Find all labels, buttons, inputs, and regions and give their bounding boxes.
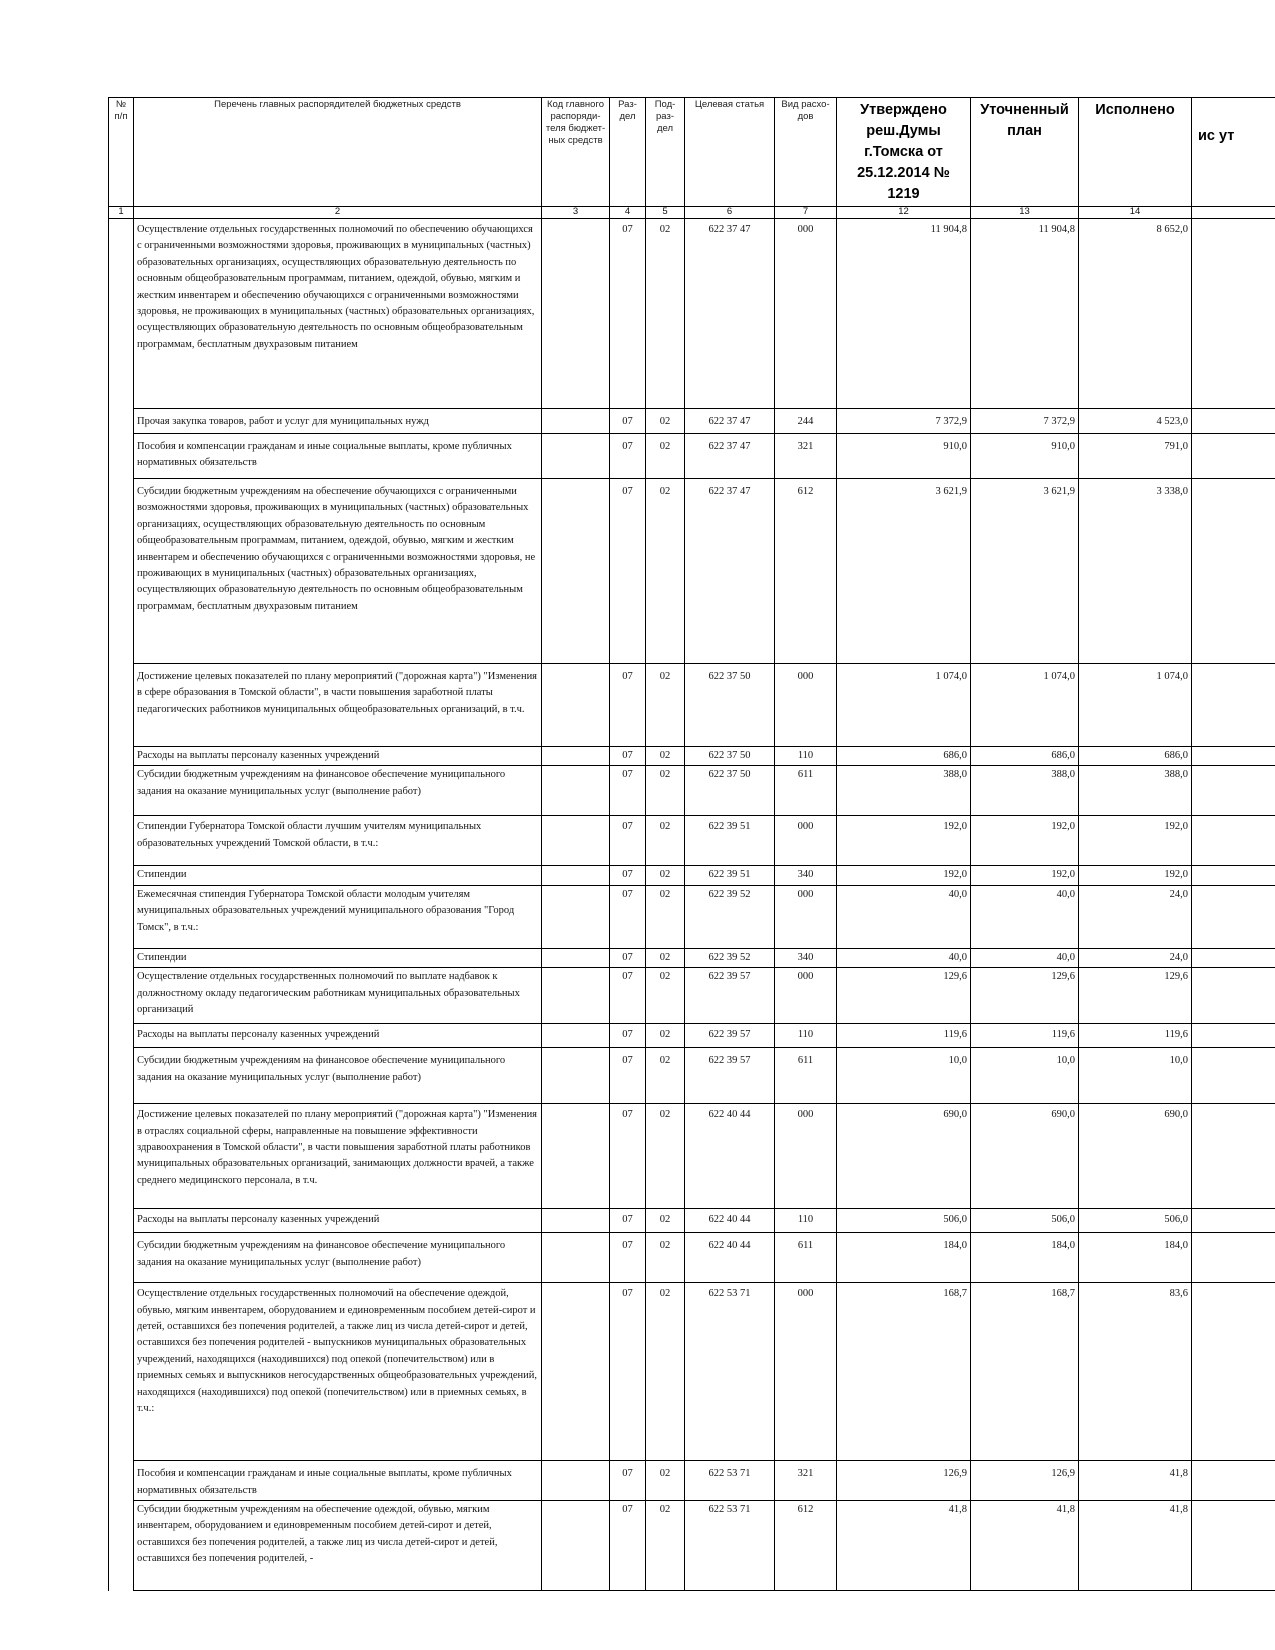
row-num-cell xyxy=(109,1024,134,1048)
row-podrazdel-cell: 02 xyxy=(646,409,685,434)
row-num-cell xyxy=(109,866,134,885)
row-podrazdel-cell: 02 xyxy=(646,885,685,948)
row-razdel-cell: 07 xyxy=(610,1501,646,1591)
col-number: 13 xyxy=(971,207,1079,219)
row-celevaya-cell: 622 53 71 xyxy=(685,1461,775,1501)
row-name-cell: Субсидии бюджетным учреждениям на финансовое обеспечение муниципального задания на оказание муниципальных услуг (выполнение работ) xyxy=(134,1048,542,1104)
row-kod-cell xyxy=(542,948,610,967)
row-celevaya-cell: 622 39 57 xyxy=(685,1024,775,1048)
row-kod-cell xyxy=(542,219,610,409)
row-podrazdel-cell: 02 xyxy=(646,1283,685,1461)
row-kod-cell xyxy=(542,479,610,664)
table-row xyxy=(109,664,1275,747)
row-isp-cell: 192,0 xyxy=(1079,866,1192,885)
table-row xyxy=(109,885,1275,948)
row-num-cell xyxy=(109,816,134,866)
row-utoch-cell: 686,0 xyxy=(971,747,1079,766)
row-num-cell xyxy=(109,968,134,1024)
row-razdel-cell: 07 xyxy=(610,866,646,885)
row-utoch-cell: 388,0 xyxy=(971,766,1079,816)
row-isp-cell: 506,0 xyxy=(1079,1209,1192,1233)
row-podrazdel-cell: 02 xyxy=(646,948,685,967)
row-utoch-cell: 1 074,0 xyxy=(971,664,1079,747)
row-num-cell xyxy=(109,1048,134,1104)
row-extra-cell xyxy=(1192,479,1275,664)
row-isp-cell: 24,0 xyxy=(1079,948,1192,967)
row-vid-cell: 110 xyxy=(775,1209,837,1233)
table-row xyxy=(109,479,1275,664)
row-razdel-cell: 07 xyxy=(610,1209,646,1233)
row-plan-cell: 506,0 xyxy=(837,1209,971,1233)
row-name-cell: Стипендии Губернатора Томской области лучшим учителям муниципальных образовательных учреждений Томской области, в т.ч.: xyxy=(134,816,542,866)
row-extra-cell xyxy=(1192,664,1275,747)
row-plan-cell: 192,0 xyxy=(837,816,971,866)
row-celevaya-cell: 622 39 52 xyxy=(685,948,775,967)
row-utoch-cell: 506,0 xyxy=(971,1209,1079,1233)
row-razdel-cell: 07 xyxy=(610,1104,646,1209)
row-name-cell: Достижение целевых показателей по плану мероприятий ("дорожная карта") "Изменения в сфере образования в Томской области", в части повышения заработной платы педагогических работников муниципальных общеобразовательных организаций, в т.ч. xyxy=(134,664,542,747)
row-isp-cell: 119,6 xyxy=(1079,1024,1192,1048)
row-podrazdel-cell: 02 xyxy=(646,747,685,766)
row-vid-cell: 000 xyxy=(775,1283,837,1461)
row-plan-cell: 388,0 xyxy=(837,766,971,816)
col-number: 7 xyxy=(775,207,837,219)
row-kod-cell xyxy=(542,1283,610,1461)
row-vid-cell: 000 xyxy=(775,219,837,409)
row-razdel-cell: 07 xyxy=(610,885,646,948)
row-podrazdel-cell: 02 xyxy=(646,1048,685,1104)
row-utoch-cell: 40,0 xyxy=(971,885,1079,948)
row-num-cell xyxy=(109,747,134,766)
row-utoch-cell: 41,8 xyxy=(971,1501,1079,1591)
row-name-cell: Стипендии xyxy=(134,948,542,967)
row-plan-cell: 41,8 xyxy=(837,1501,971,1591)
row-extra-cell xyxy=(1192,747,1275,766)
row-celevaya-cell: 622 37 47 xyxy=(685,479,775,664)
row-isp-cell: 10,0 xyxy=(1079,1048,1192,1104)
row-plan-cell: 126,9 xyxy=(837,1461,971,1501)
row-extra-cell xyxy=(1192,219,1275,409)
row-extra-cell xyxy=(1192,1104,1275,1209)
col-number: 14 xyxy=(1079,207,1192,219)
row-celevaya-cell: 622 39 57 xyxy=(685,1048,775,1104)
row-razdel-cell: 07 xyxy=(610,1048,646,1104)
row-razdel-cell: 07 xyxy=(610,816,646,866)
row-vid-cell: 321 xyxy=(775,434,837,479)
row-kod-cell xyxy=(542,968,610,1024)
row-utoch-cell: 184,0 xyxy=(971,1233,1079,1283)
row-celevaya-cell: 622 37 47 xyxy=(685,434,775,479)
col-header-partial: ис ут xyxy=(1192,98,1275,207)
row-vid-cell: 611 xyxy=(775,766,837,816)
row-razdel-cell: 07 xyxy=(610,1233,646,1283)
col-header-utverzhdeno: Утверждено реш.Думы г.Томска от 25.12.2014 № 1219 xyxy=(837,98,971,207)
col-header-ispolneno: Исполнено xyxy=(1079,98,1192,207)
row-isp-cell: 791,0 xyxy=(1079,434,1192,479)
row-kod-cell xyxy=(542,1209,610,1233)
row-razdel-cell: 07 xyxy=(610,968,646,1024)
table-row xyxy=(109,948,1275,967)
column-number-row xyxy=(109,207,1275,219)
row-razdel-cell: 07 xyxy=(610,1461,646,1501)
row-celevaya-cell: 622 37 47 xyxy=(685,409,775,434)
row-utoch-cell: 119,6 xyxy=(971,1024,1079,1048)
table-row xyxy=(109,1104,1275,1209)
row-num-cell xyxy=(109,1283,134,1461)
col-header-kod: Код главного распоряди-теля бюджет-ных средств xyxy=(542,98,610,207)
row-num-cell xyxy=(109,885,134,948)
row-plan-cell: 192,0 xyxy=(837,866,971,885)
row-kod-cell xyxy=(542,1104,610,1209)
row-celevaya-cell: 622 40 44 xyxy=(685,1104,775,1209)
row-plan-cell: 40,0 xyxy=(837,948,971,967)
row-isp-cell: 83,6 xyxy=(1079,1283,1192,1461)
row-vid-cell: 321 xyxy=(775,1461,837,1501)
row-razdel-cell: 07 xyxy=(610,948,646,967)
row-extra-cell xyxy=(1192,409,1275,434)
budget-report-sheet xyxy=(108,97,1275,1650)
row-vid-cell: 000 xyxy=(775,816,837,866)
col-header-vid: Вид расхо-дов xyxy=(775,98,837,207)
row-plan-cell: 686,0 xyxy=(837,747,971,766)
row-extra-cell xyxy=(1192,948,1275,967)
row-vid-cell: 110 xyxy=(775,1024,837,1048)
row-kod-cell xyxy=(542,434,610,479)
row-vid-cell: 000 xyxy=(775,1104,837,1209)
table-row xyxy=(109,1024,1275,1048)
row-extra-cell xyxy=(1192,1501,1275,1591)
table-row xyxy=(109,1501,1275,1591)
row-podrazdel-cell: 02 xyxy=(646,664,685,747)
row-isp-cell: 24,0 xyxy=(1079,885,1192,948)
row-razdel-cell: 07 xyxy=(610,1024,646,1048)
row-num-cell xyxy=(109,664,134,747)
row-celevaya-cell: 622 40 44 xyxy=(685,1233,775,1283)
row-kod-cell xyxy=(542,1048,610,1104)
col-number: 4 xyxy=(610,207,646,219)
row-plan-cell: 119,6 xyxy=(837,1024,971,1048)
row-kod-cell xyxy=(542,1024,610,1048)
row-plan-cell: 168,7 xyxy=(837,1283,971,1461)
row-vid-cell: 611 xyxy=(775,1233,837,1283)
row-plan-cell: 3 621,9 xyxy=(837,479,971,664)
table-row xyxy=(109,747,1275,766)
row-vid-cell: 000 xyxy=(775,885,837,948)
row-razdel-cell: 07 xyxy=(610,219,646,409)
row-vid-cell: 000 xyxy=(775,664,837,747)
col-number: 1 xyxy=(109,207,134,219)
row-vid-cell: 244 xyxy=(775,409,837,434)
row-utoch-cell: 126,9 xyxy=(971,1461,1079,1501)
row-isp-cell: 3 338,0 xyxy=(1079,479,1192,664)
row-isp-cell: 690,0 xyxy=(1079,1104,1192,1209)
row-utoch-cell: 40,0 xyxy=(971,948,1079,967)
row-kod-cell xyxy=(542,664,610,747)
row-name-cell: Достижение целевых показателей по плану мероприятий ("дорожная карта") "Изменения в отраслях социальной сферы, направленные на повышение эффективности здравоохранения в Томской области", в части повышения заработной платы работников муниципальных образовательных организаций, занимающих должности врачей, а также среднего медицинского персонала, в т.ч. xyxy=(134,1104,542,1209)
table-row xyxy=(109,1283,1275,1461)
col-number-blank xyxy=(1192,207,1275,219)
row-celevaya-cell: 622 37 47 xyxy=(685,219,775,409)
row-celevaya-cell: 622 39 57 xyxy=(685,968,775,1024)
table-row xyxy=(109,1209,1275,1233)
row-isp-cell: 8 652,0 xyxy=(1079,219,1192,409)
row-isp-cell: 192,0 xyxy=(1079,816,1192,866)
row-num-cell xyxy=(109,1501,134,1591)
row-isp-cell: 129,6 xyxy=(1079,968,1192,1024)
row-plan-cell: 7 372,9 xyxy=(837,409,971,434)
row-num-cell xyxy=(109,766,134,816)
row-podrazdel-cell: 02 xyxy=(646,1233,685,1283)
row-plan-cell: 690,0 xyxy=(837,1104,971,1209)
row-extra-cell xyxy=(1192,1048,1275,1104)
row-celevaya-cell: 622 39 51 xyxy=(685,816,775,866)
row-plan-cell: 40,0 xyxy=(837,885,971,948)
row-extra-cell xyxy=(1192,1233,1275,1283)
row-podrazdel-cell: 02 xyxy=(646,1461,685,1501)
row-utoch-cell: 11 904,8 xyxy=(971,219,1079,409)
row-isp-cell: 1 074,0 xyxy=(1079,664,1192,747)
row-isp-cell: 184,0 xyxy=(1079,1233,1192,1283)
table-row xyxy=(109,409,1275,434)
row-kod-cell xyxy=(542,1461,610,1501)
row-extra-cell xyxy=(1192,1461,1275,1501)
row-extra-cell xyxy=(1192,1024,1275,1048)
row-plan-cell: 1 074,0 xyxy=(837,664,971,747)
table-row xyxy=(109,1461,1275,1501)
row-utoch-cell: 192,0 xyxy=(971,816,1079,866)
budget-table xyxy=(108,97,1275,1591)
row-isp-cell: 4 523,0 xyxy=(1079,409,1192,434)
row-name-cell: Субсидии бюджетным учреждениям на обеспечение одеждой, обувью, мягким инвентарем, оборудованием и единовременным пособием детей-сирот и детей, оставшихся без попечения родителей, а также лиц из числа детей-сирот и детей, оставшихся без попечения родителей, - xyxy=(134,1501,542,1591)
row-extra-cell xyxy=(1192,968,1275,1024)
row-kod-cell xyxy=(542,747,610,766)
row-kod-cell xyxy=(542,885,610,948)
row-num-cell xyxy=(109,1104,134,1209)
row-vid-cell: 612 xyxy=(775,479,837,664)
row-podrazdel-cell: 02 xyxy=(646,816,685,866)
col-number: 12 xyxy=(837,207,971,219)
row-vid-cell: 612 xyxy=(775,1501,837,1591)
row-podrazdel-cell: 02 xyxy=(646,766,685,816)
row-podrazdel-cell: 02 xyxy=(646,1104,685,1209)
row-celevaya-cell: 622 39 51 xyxy=(685,866,775,885)
row-isp-cell: 41,8 xyxy=(1079,1461,1192,1501)
row-kod-cell xyxy=(542,866,610,885)
row-extra-cell xyxy=(1192,766,1275,816)
row-name-cell: Прочая закупка товаров, работ и услуг для муниципальных нужд xyxy=(134,409,542,434)
row-name-cell: Субсидии бюджетным учреждениям на обеспечение обучающихся с ограниченными возможностями здоровья, проживающих в муниципальных (частных) образовательных организациях, осуществляющих образовательную деятельность по основным общеобразовательным программам, питанием, одеждой, обувью, мягким и жестким инвентарем и обеспечению обучающихся с ограниченными возможностями здоровья, не проживающих в муниципальных (частных) образовательных организациях, осуществляющих образовательную деятельность по основным общеобразовательным программам, бесплатным двухразовым питанием xyxy=(134,479,542,664)
row-utoch-cell: 129,6 xyxy=(971,968,1079,1024)
row-num-cell xyxy=(109,434,134,479)
row-podrazdel-cell: 02 xyxy=(646,866,685,885)
table-row xyxy=(109,866,1275,885)
row-podrazdel-cell: 02 xyxy=(646,1209,685,1233)
header-row xyxy=(109,98,1275,207)
row-razdel-cell: 07 xyxy=(610,747,646,766)
table-row xyxy=(109,968,1275,1024)
table-row xyxy=(109,1233,1275,1283)
row-kod-cell xyxy=(542,1233,610,1283)
row-podrazdel-cell: 02 xyxy=(646,434,685,479)
row-utoch-cell: 690,0 xyxy=(971,1104,1079,1209)
col-header-utochnenny: Уточненный план xyxy=(971,98,1079,207)
row-podrazdel-cell: 02 xyxy=(646,219,685,409)
table-row xyxy=(109,816,1275,866)
row-isp-cell: 388,0 xyxy=(1079,766,1192,816)
row-name-cell: Расходы на выплаты персоналу казенных учреждений xyxy=(134,1024,542,1048)
row-name-cell: Пособия и компенсации гражданам и иные социальные выплаты, кроме публичных нормативных обязательств xyxy=(134,1461,542,1501)
row-extra-cell xyxy=(1192,885,1275,948)
row-isp-cell: 41,8 xyxy=(1079,1501,1192,1591)
row-utoch-cell: 7 372,9 xyxy=(971,409,1079,434)
row-podrazdel-cell: 02 xyxy=(646,968,685,1024)
col-number: 6 xyxy=(685,207,775,219)
row-razdel-cell: 07 xyxy=(610,1283,646,1461)
row-plan-cell: 129,6 xyxy=(837,968,971,1024)
row-podrazdel-cell: 02 xyxy=(646,1501,685,1591)
row-name-cell: Расходы на выплаты персоналу казенных учреждений xyxy=(134,747,542,766)
row-celevaya-cell: 622 37 50 xyxy=(685,766,775,816)
row-vid-cell: 110 xyxy=(775,747,837,766)
row-num-cell xyxy=(109,479,134,664)
row-num-cell xyxy=(109,219,134,409)
row-razdel-cell: 07 xyxy=(610,479,646,664)
row-utoch-cell: 3 621,9 xyxy=(971,479,1079,664)
row-celevaya-cell: 622 37 50 xyxy=(685,747,775,766)
row-podrazdel-cell: 02 xyxy=(646,479,685,664)
row-razdel-cell: 07 xyxy=(610,409,646,434)
row-vid-cell: 611 xyxy=(775,1048,837,1104)
row-extra-cell xyxy=(1192,866,1275,885)
row-plan-cell: 11 904,8 xyxy=(837,219,971,409)
row-extra-cell xyxy=(1192,1209,1275,1233)
row-razdel-cell: 07 xyxy=(610,766,646,816)
row-name-cell: Стипендии xyxy=(134,866,542,885)
row-extra-cell xyxy=(1192,434,1275,479)
row-celevaya-cell: 622 53 71 xyxy=(685,1283,775,1461)
row-vid-cell: 340 xyxy=(775,866,837,885)
row-vid-cell: 340 xyxy=(775,948,837,967)
table-row xyxy=(109,766,1275,816)
row-kod-cell xyxy=(542,766,610,816)
row-name-cell: Ежемесячная стипендия Губернатора Томской области молодым учителям муниципальных образовательных учреждений муниципального образования "Город Томск", в т.ч.: xyxy=(134,885,542,948)
row-kod-cell xyxy=(542,1501,610,1591)
row-plan-cell: 10,0 xyxy=(837,1048,971,1104)
col-header-razdel: Раз-дел xyxy=(610,98,646,207)
row-name-cell: Субсидии бюджетным учреждениям на финансовое обеспечение муниципального задания на оказание муниципальных услуг (выполнение работ) xyxy=(134,1233,542,1283)
table-row xyxy=(109,434,1275,479)
row-num-cell xyxy=(109,409,134,434)
row-name-cell: Субсидии бюджетным учреждениям на финансовое обеспечение муниципального задания на оказание муниципальных услуг (выполнение работ) xyxy=(134,766,542,816)
table-row xyxy=(109,219,1275,409)
row-name-cell: Осуществление отдельных государственных полномочий по обеспечению обучающихся с ограниченными возможностями здоровья, проживающих в муниципальных (частных) образовательных организациях, осуществляющих образовательную деятельность по основным общеобразовательным программам, питанием, одеждой, обувью, мягким и жестким инвентарем и обеспечению обучающихся с ограниченными возможностями здоровья, не проживающих в муниципальных (частных) образовательных организациях, осуществляющих образовательную деятельность по основным общеобразовательным программам, бесплатным двухразовым питанием xyxy=(134,219,542,409)
col-header-name: Перечень главных распорядителей бюджетных средств xyxy=(134,98,542,207)
row-utoch-cell: 192,0 xyxy=(971,866,1079,885)
row-kod-cell xyxy=(542,409,610,434)
row-name-cell: Пособия и компенсации гражданам и иные социальные выплаты, кроме публичных нормативных обязательств xyxy=(134,434,542,479)
row-celevaya-cell: 622 53 71 xyxy=(685,1501,775,1591)
row-extra-cell xyxy=(1192,816,1275,866)
row-name-cell: Осуществление отдельных государственных полномочий по выплате надбавок к должностному окладу педагогическим работникам муниципальных образовательных организаций xyxy=(134,968,542,1024)
row-plan-cell: 910,0 xyxy=(837,434,971,479)
row-celevaya-cell: 622 40 44 xyxy=(685,1209,775,1233)
col-number: 2 xyxy=(134,207,542,219)
row-razdel-cell: 07 xyxy=(610,434,646,479)
row-podrazdel-cell: 02 xyxy=(646,1024,685,1048)
col-number: 3 xyxy=(542,207,610,219)
row-utoch-cell: 168,7 xyxy=(971,1283,1079,1461)
col-number: 5 xyxy=(646,207,685,219)
row-razdel-cell: 07 xyxy=(610,664,646,747)
row-num-cell xyxy=(109,1209,134,1233)
table-row xyxy=(109,1048,1275,1104)
row-vid-cell: 000 xyxy=(775,968,837,1024)
row-num-cell xyxy=(109,1233,134,1283)
row-utoch-cell: 10,0 xyxy=(971,1048,1079,1104)
col-header-podrazdel: Под-раз-дел xyxy=(646,98,685,207)
col-header-num: № п/п xyxy=(109,98,134,207)
row-utoch-cell: 910,0 xyxy=(971,434,1079,479)
row-num-cell xyxy=(109,1461,134,1501)
row-name-cell: Осуществление отдельных государственных полномочий на обеспечение одеждой, обувью, мягким инвентарем, оборудованием и единовременным пособием детей-сирот и детей, оставшихся без попечения родителей, а также лиц из числа детей-сирот и детей, оставшихся без попечения родителей - выпускников муниципальных образовательных учреждений, находящихся (находившихся) под опекой (попечительством) или в приемных семьях и выпускников негосударственных общеобразовательных учреждений, находящихся (находившихся) под опекой (попечительством) или в приемных семьях, в т.ч.: xyxy=(134,1283,542,1461)
row-num-cell xyxy=(109,948,134,967)
row-name-cell: Расходы на выплаты персоналу казенных учреждений xyxy=(134,1209,542,1233)
col-header-celevaya: Целевая статья xyxy=(685,98,775,207)
row-isp-cell: 686,0 xyxy=(1079,747,1192,766)
row-celevaya-cell: 622 37 50 xyxy=(685,664,775,747)
row-extra-cell xyxy=(1192,1283,1275,1461)
row-kod-cell xyxy=(542,816,610,866)
row-celevaya-cell: 622 39 52 xyxy=(685,885,775,948)
row-plan-cell: 184,0 xyxy=(837,1233,971,1283)
